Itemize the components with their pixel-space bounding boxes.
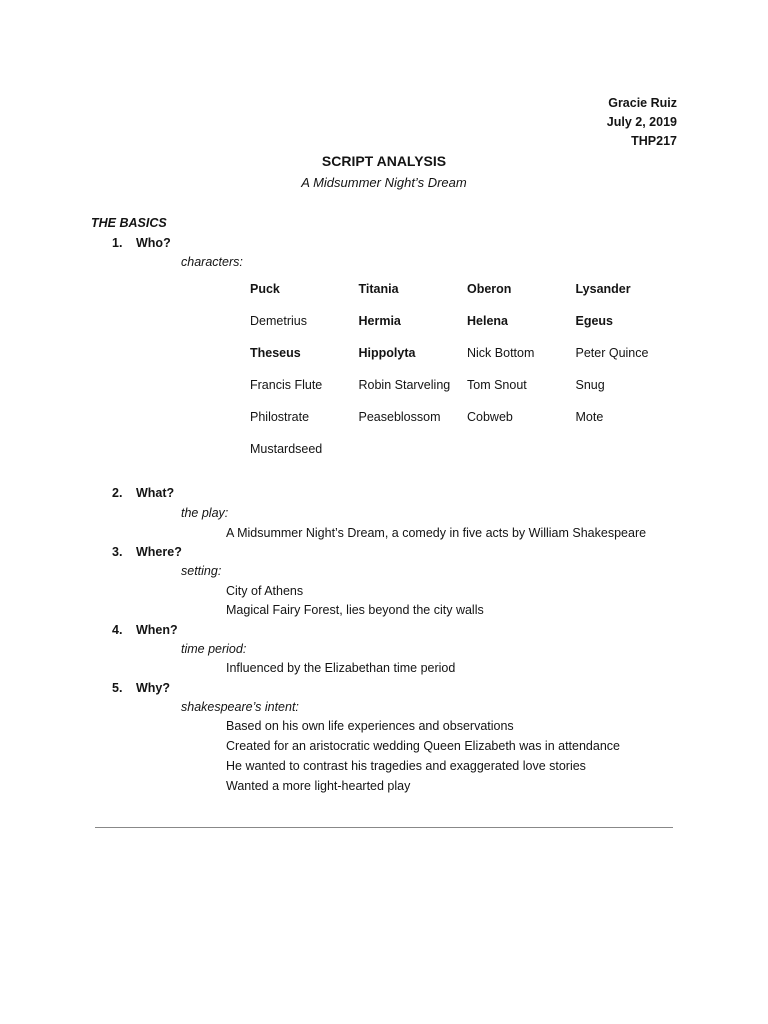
character-name: Peter Quince [575, 346, 649, 360]
character-name: Francis Flute [250, 378, 323, 392]
question-who [112, 236, 171, 250]
character-name: Hermia [358, 314, 401, 328]
answer-line: City of Athens [226, 584, 304, 598]
section-heading: THE BASICS [91, 216, 167, 230]
character-name: Snug [575, 378, 605, 392]
question-number: 5. [112, 681, 123, 695]
answer-line: Magical Fairy Forest, lies beyond the city walls [226, 603, 484, 617]
question-label: Who? [136, 236, 171, 250]
answer-line: Created for an aristocratic wedding Queen Elizabeth was in attendance [226, 739, 620, 753]
character-name: Tom Snout [467, 378, 527, 392]
question-number: 4. [112, 623, 123, 637]
intent-label: shakespeare’s intent: [181, 700, 299, 714]
character-name: Philostrate [250, 410, 310, 424]
characters-grid [250, 282, 710, 474]
question-number: 2. [112, 486, 123, 500]
question-label: When? [136, 623, 178, 637]
document-date: July 2, 2019 [606, 115, 677, 129]
character-name: Helena [467, 314, 508, 328]
author-header [607, 94, 677, 151]
character-name: Theseus [250, 346, 301, 360]
characters-row [250, 346, 710, 378]
question-label: Where? [136, 545, 182, 559]
setting-label: setting: [181, 564, 222, 578]
character-name: Peaseblossom [358, 410, 441, 424]
character-name: Egeus [575, 314, 614, 328]
answer-line: He wanted to contrast his tragedies and exaggerated love stories [226, 759, 586, 773]
character-name: Cobweb [467, 410, 513, 424]
character-name: Titania [358, 282, 399, 296]
play-label: the play: [181, 506, 229, 520]
character-name: Lysander [575, 282, 631, 296]
characters-row [250, 410, 710, 442]
question-number: 3. [112, 545, 123, 559]
question-label: What? [136, 486, 175, 500]
character-name: Mote [575, 410, 604, 424]
character-name: Hippolyta [358, 346, 416, 360]
question-what [112, 486, 174, 500]
character-name: Nick Bottom [467, 346, 535, 360]
question-number: 1. [112, 236, 123, 250]
characters-label: characters: [181, 255, 243, 269]
character-name: Demetrius [250, 314, 307, 328]
question-when [112, 623, 178, 637]
question-where [112, 545, 182, 559]
answer-line: Wanted a more light-hearted play [226, 779, 411, 793]
time-period-label: time period: [181, 642, 247, 656]
answer-line: Influenced by the Elizabethan time period [226, 661, 456, 675]
author-name: Gracie Ruiz [608, 96, 677, 110]
characters-row [250, 282, 710, 314]
document-title: SCRIPT ANALYSIS [321, 153, 447, 169]
characters-row [250, 442, 710, 474]
character-name: Oberon [467, 282, 512, 296]
course-code: THP217 [631, 134, 677, 148]
question-why [112, 681, 170, 695]
question-label: Why? [136, 681, 171, 695]
character-name: Puck [250, 282, 280, 296]
answer-line: A Midsummer Night’s Dream, a comedy in five acts by William Shakespeare [226, 526, 647, 540]
character-name: Robin Starveling [358, 378, 451, 392]
horizontal-divider [95, 827, 673, 828]
answer-line: Based on his own life experiences and observations [226, 719, 514, 733]
characters-row [250, 314, 710, 346]
document-subtitle: A Midsummer Night’s Dream [301, 175, 467, 190]
character-name: Mustardseed [250, 442, 323, 456]
characters-row [250, 378, 710, 410]
